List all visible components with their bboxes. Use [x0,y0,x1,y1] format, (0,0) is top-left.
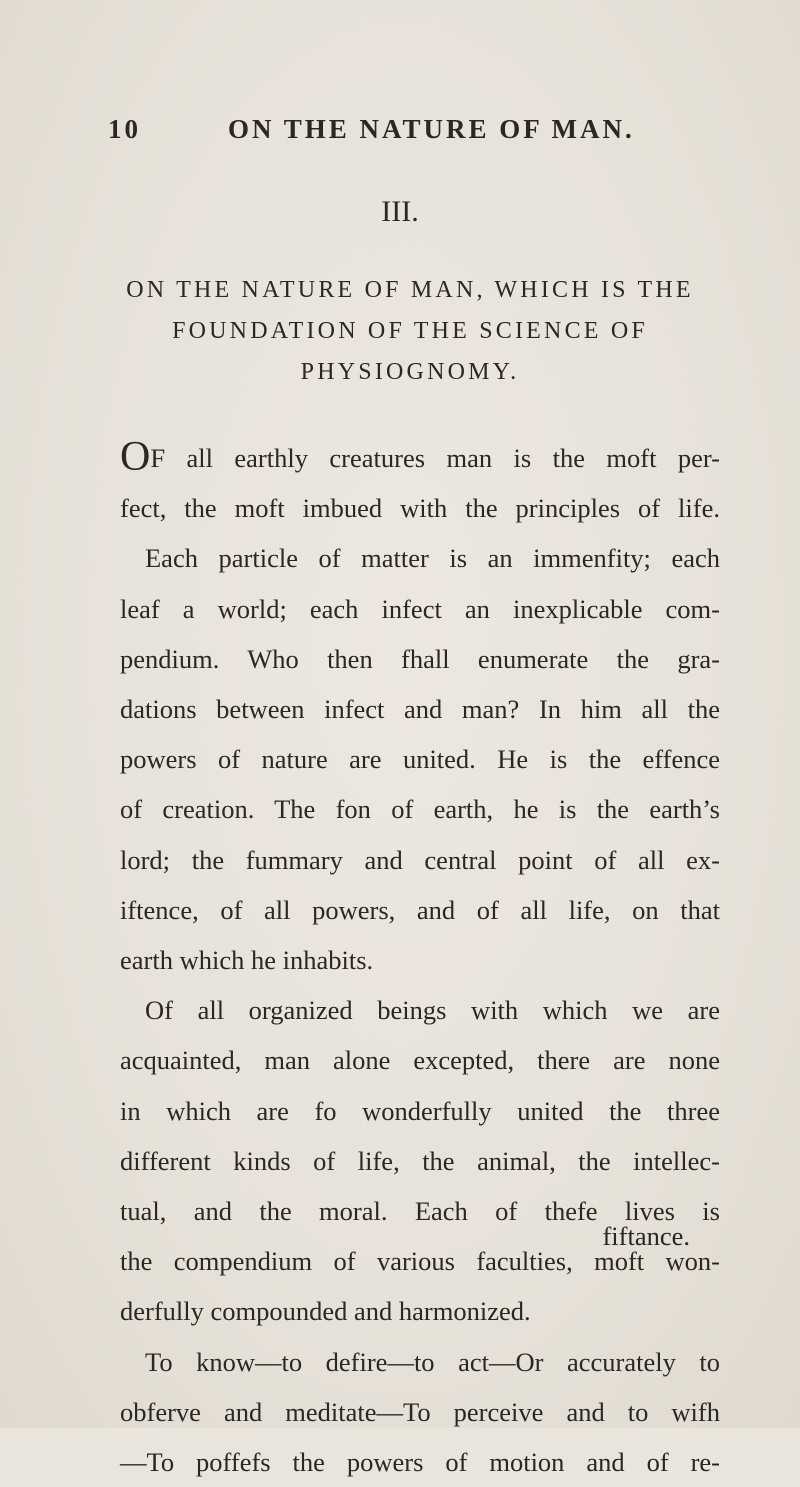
text-line: Each particle of matter is an immenfity; each [145,543,720,574]
text-line: tual, and the moral. Each of thefe lives is [120,1196,720,1227]
text-line: powers of nature are united. He is the effence [120,744,720,775]
text-line: in which are fo wonderfully united the three [120,1095,720,1126]
text-line: of creation. The fon of earth, he is the earth’s [120,794,720,825]
text-line: dations between infect and man? In him all the [120,694,720,725]
chapter-heading-line: PHYSIOGNOMY. [300,359,520,385]
body-text [120,433,720,1487]
page-number: 10 [108,114,141,144]
first-line-text: F all earthly creatures man is the moft per- [150,443,720,473]
text-line: different kinds of life, the animal, the intellec- [120,1145,720,1176]
text-line: fect, the moft imbued with the principles of life. [120,493,720,524]
section-numeral: III. [381,195,419,228]
text-line: —To poffefs the powers of motion and of re- [120,1447,720,1478]
chapter-heading-line: FOUNDATION OF THE SCIENCE OF [172,318,648,344]
text-line: lord; the fummary and central point of all ex- [120,844,720,875]
text-line: acquainted, man alone excepted, there are none [120,1045,720,1076]
text-line: pendium. Who then fhall enumerate the gra- [120,643,720,674]
drop-cap: O [120,434,151,480]
text-line: Of all organized beings with which we are [145,995,720,1026]
text-line: leaf a world; each infect an inexplicable com- [120,593,720,624]
text-line: To know—to defire—to act—Or accurately to [145,1346,720,1377]
chapter-heading-line: ON THE NATURE OF MAN, WHICH IS THE [126,277,694,303]
catchword: fiftance. [602,1221,690,1251]
text-line [120,433,720,483]
text-line: the compendium of various faculties, moft won- [120,1246,720,1277]
running-head [108,114,708,144]
text-line: obferve and meditate—To perceive and to wifh [120,1396,720,1427]
text-line: derfully compounded and harmonized. [120,1296,531,1327]
text-line: iftence, of all powers, and of all life, on that [120,894,720,925]
chapter-heading [60,270,760,393]
text-line: earth which he inhabits. [120,945,374,976]
running-title: ON THE NATURE OF MAN. [228,114,635,144]
